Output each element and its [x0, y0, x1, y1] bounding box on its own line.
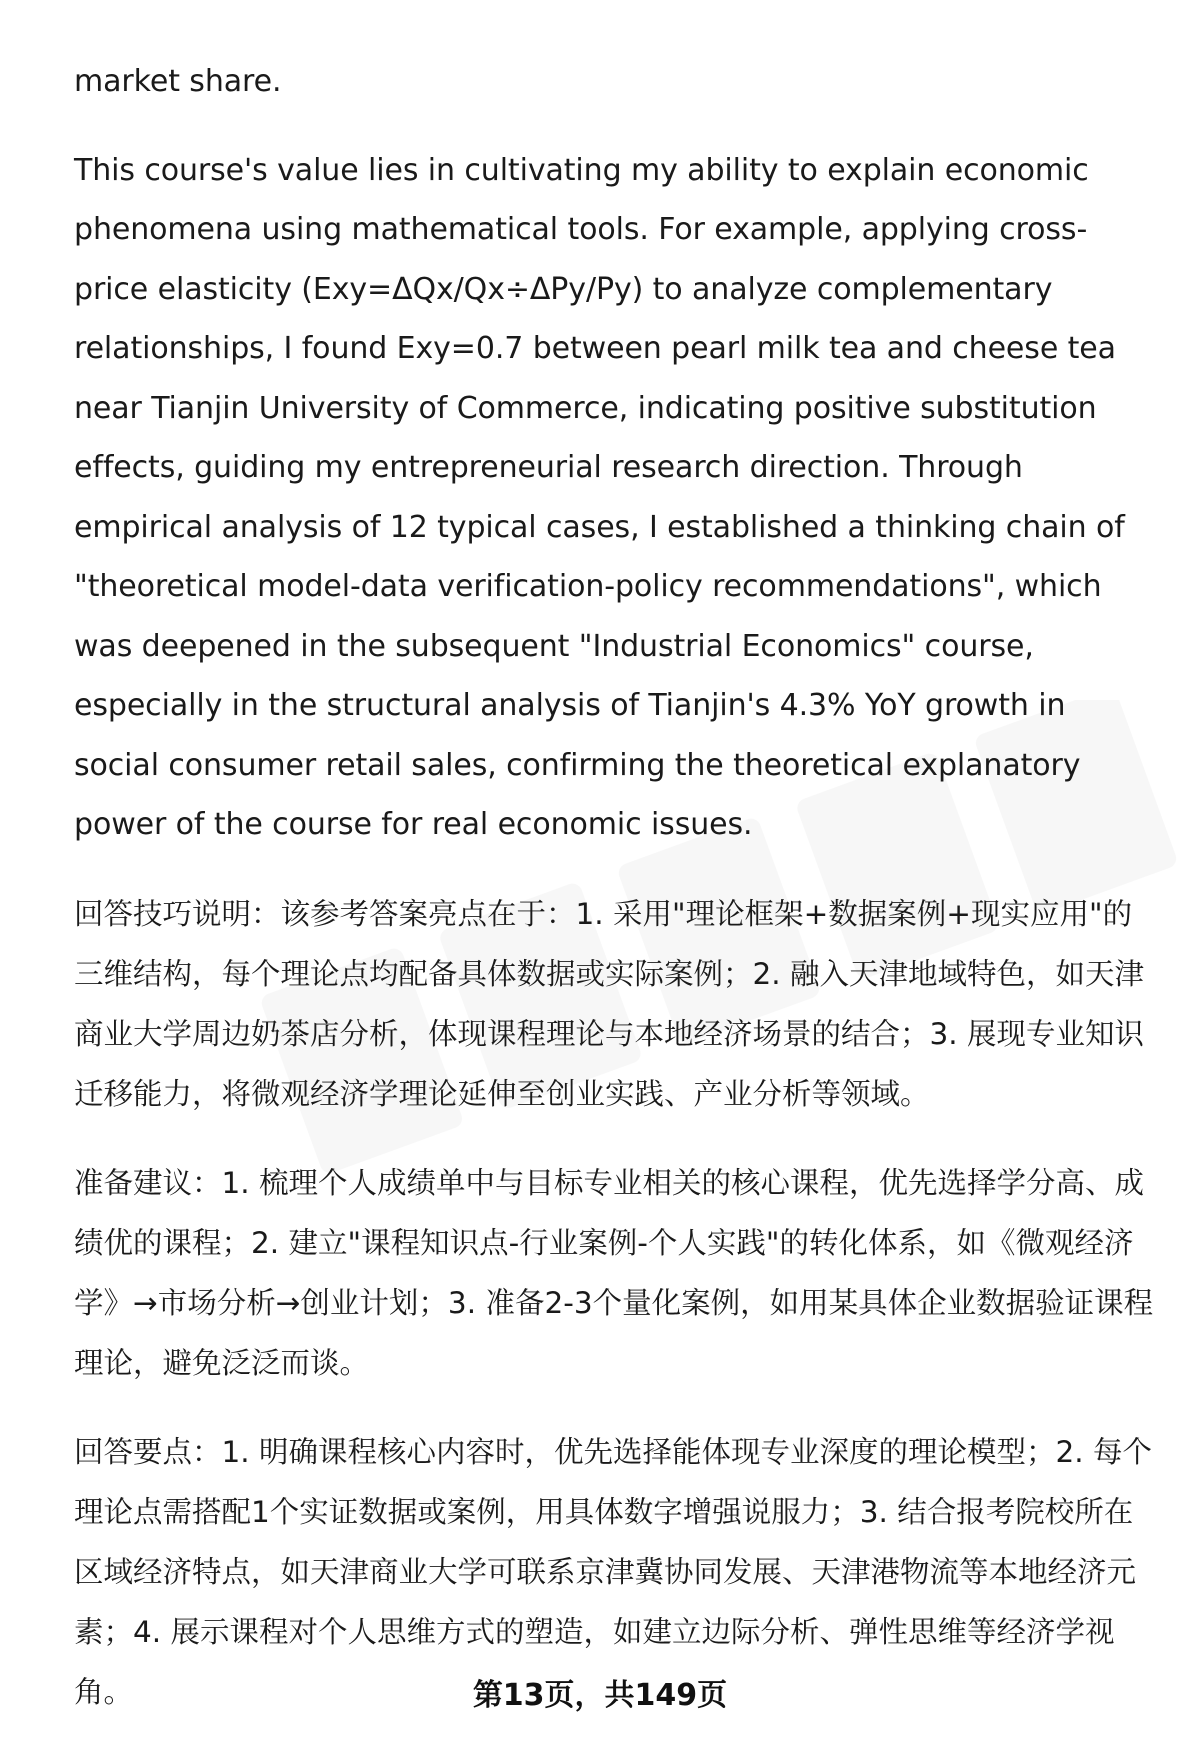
- paragraph-answer-tips: 回答技巧说明：该参考答案亮点在于：1. 采用"理论框架+数据案例+现实应用"的三维结构，每个理论点均配备具体数据或实际案例；2. 融入天津地域特色，如天津商业大学周边奶茶店分析，体现课程理论与本地经济场景的结合；3. 展现专业知识迁移能力，将微观经济学理论延伸至创业实践、产业分析等领域。: [74, 896, 1145, 1111]
- paragraph-preparation-advice: 准备建议：1. 梳理个人成绩单中与目标专业相关的核心课程，优先选择学分高、成绩优的课程；2. 建立"课程知识点-行业案例-个人实践"的转化体系，如《微观经济学》→市场分析→创业计划；3. 准备2-3个量化案例，如用某具体企业数据验证课程理论，避免泛泛而谈。: [74, 1165, 1154, 1380]
- paragraph-continuation: market share.: [74, 64, 282, 99]
- document-body: [74, 52, 1154, 1722]
- page-number: 第13页，共149页: [472, 1678, 728, 1713]
- paragraph-course-value: This course's value lies in cultivating my ability to explain economic phenomena using mathematical tools. For example, applying cross-price elasticity (Exy=ΔQx/Qx÷ΔPy/Py) to analyze complementary relationships, I found Exy=0.7 between pearl milk tea and cheese tea near Tianjin University of Commerce, indicating positive substitution effects, guiding my entrepreneurial research direction. Through empirical analysis of 12 typical cases, I established a thinking chain of "theoretical model-data verification-policy recommendations", which was deepened in the subsequent "Industrial Economics" course, especially in the structural analysis of Tianjin's 4.3% YoY growth in social consumer retail sales, confirming the theoretical explanatory power of the course for real economic issues.: [74, 152, 1125, 842]
- paragraph-answer-key-points: 回答要点：1. 明确课程核心内容时，优先选择能体现专业深度的理论模型；2. 每个理论点需搭配1个实证数据或案例，用具体数字增强说服力；3. 结合报考院校所在区域经济特点，如天津商业大学可联系京津冀协同发展、天津港物流等本地经济元素；4. 展示课程对个人思维方式的塑造，如建立边际分析、弹性思维等经济学视角。: [74, 1434, 1153, 1709]
